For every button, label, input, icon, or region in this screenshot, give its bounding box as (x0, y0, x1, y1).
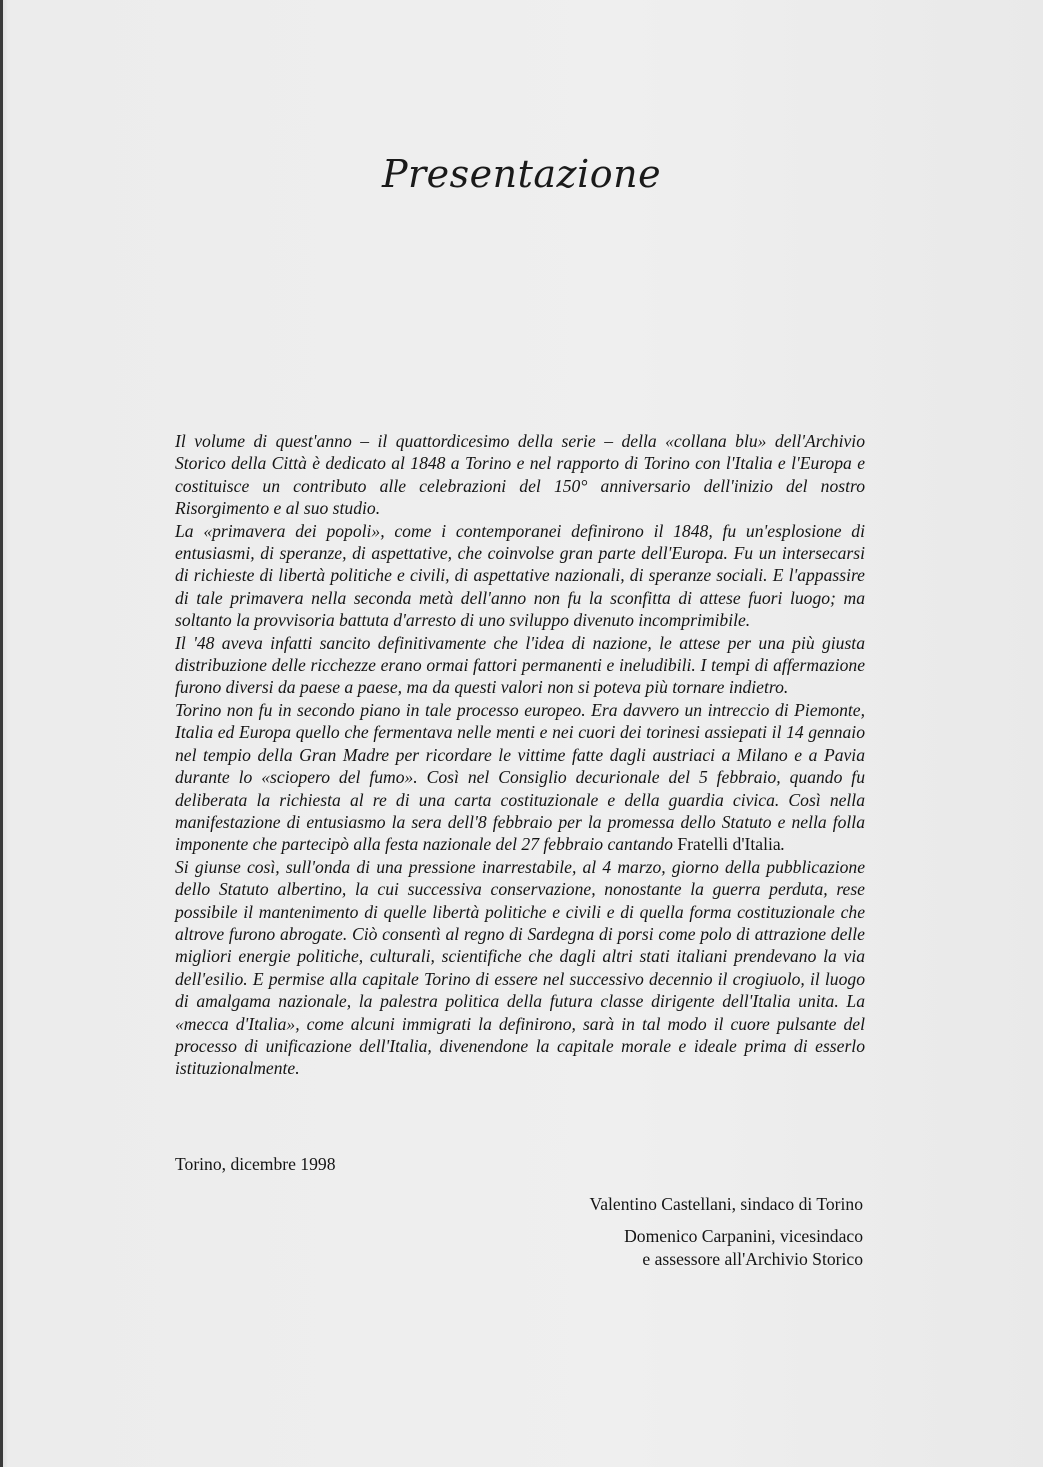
paragraph-5: Si giunse così, sull'onda di una pressione inarrestabile, al 4 marzo, giorno della pubblicazione dello Statuto albertino, la cui successiva conservazione, nonostante la guerra perduta, rese possibile il mantenimento di quelle libertà politiche e civili e di quella forma costituzionale che altrove furono abrogate. Ciò consentì al regno di Sardegna di porsi come polo di attrazione delle migliori energie politiche, culturali, scientifiche che dagli altri stati italiani prendevano la via dell'esilio. E permise alla capitale Torino di essere nel successivo decennio il crogiuolo, il luogo di amalgama nazionale, la palestra politica della futura classe dirigente dell'Italia unita. La «mecca d'Italia», come alcuni immigrati la definirono, sarà in tal modo il cuore pulsante del processo di unificazione dell'Italia, divenendone la capitale morale e ideale prima di esserlo istituzionalmente. (175, 856, 865, 1079)
presentation-body (175, 430, 865, 1080)
paragraph-3: Il '48 aveva infatti sancito definitivamente che l'idea di nazione, le attese per una più giusta distribuzione delle ricchezze erano ormai fattori permanenti e ineludibili. I tempi di affermazione furono diversi da paese a paese, ma da questi valori non si poteva più tornare indietro. (175, 632, 865, 698)
paragraph-2: La «primavera dei popoli», come i contemporanei definirono il 1848, fu un'esplosione di entusiasmi, di speranze, di aspettative, che coinvolse gran parte dell'Europa. Fu un intersecarsi di richieste di libertà politiche e civili, di aspettative nazionali, di speranze sociali. E l'appassire di tale primavera nella seconda metà dell'anno non fu la sconfitta di attese fuori luogo; ma soltanto la provvisoria battuta d'arresto di uno sviluppo divenuto incomprimibile. (175, 520, 865, 631)
place-date: Torino, dicembre 1998 (175, 1154, 336, 1174)
signature-mayor (589, 1193, 863, 1215)
signature-line: Domenico Carpanini, vicesindaco (624, 1226, 863, 1247)
song-title: Fratelli d'Italia (677, 834, 781, 855)
signature-line: e assessore all'Archivio Storico (642, 1248, 863, 1269)
paragraph-4-text: Torino non fu in secondo piano in tale processo europeo. Era davvero un intreccio di Piemonte, Italia ed Europa quello che fermentava nelle menti e nei cuori dei torinesi assiepati il 14 gennaio nel tempio della Gran Madre per ricordare le vittime fatte dagli austriaci a Milano e a Pavia durante lo «sciopero del fumo». Così nel Consiglio decurionale del 5 febbraio, quando fu deliberata la richiesta al re di una carta costituzionale e della guardia civica. Così nella manifestazione di entusiasmo la sera dell'8 febbraio per la promessa dello Statuto e nella folla imponente che partecipò alla festa nazionale del 27 febbraio cantando (175, 699, 865, 855)
paragraph-4 (175, 699, 865, 856)
paragraph-1: Il volume di quest'anno – il quattordicesimo della serie – della «collana blu» dell'Archivio Storico della Città è dedicato al 1848 a Torino e nel rapporto di Torino con l'Italia e l'Europa e costituisce un contributo alle celebrazioni del 150° anniversario dell'inizio del nostro Risorgimento e al suo studio. (175, 431, 865, 519)
signature-deputy-mayor (589, 1225, 863, 1270)
paragraph-4-end: . (780, 834, 786, 855)
signature-line: Valentino Castellani, sindaco di Torino (589, 1194, 863, 1214)
page-title: Presentazione (381, 152, 662, 196)
signature-block (589, 1193, 863, 1270)
